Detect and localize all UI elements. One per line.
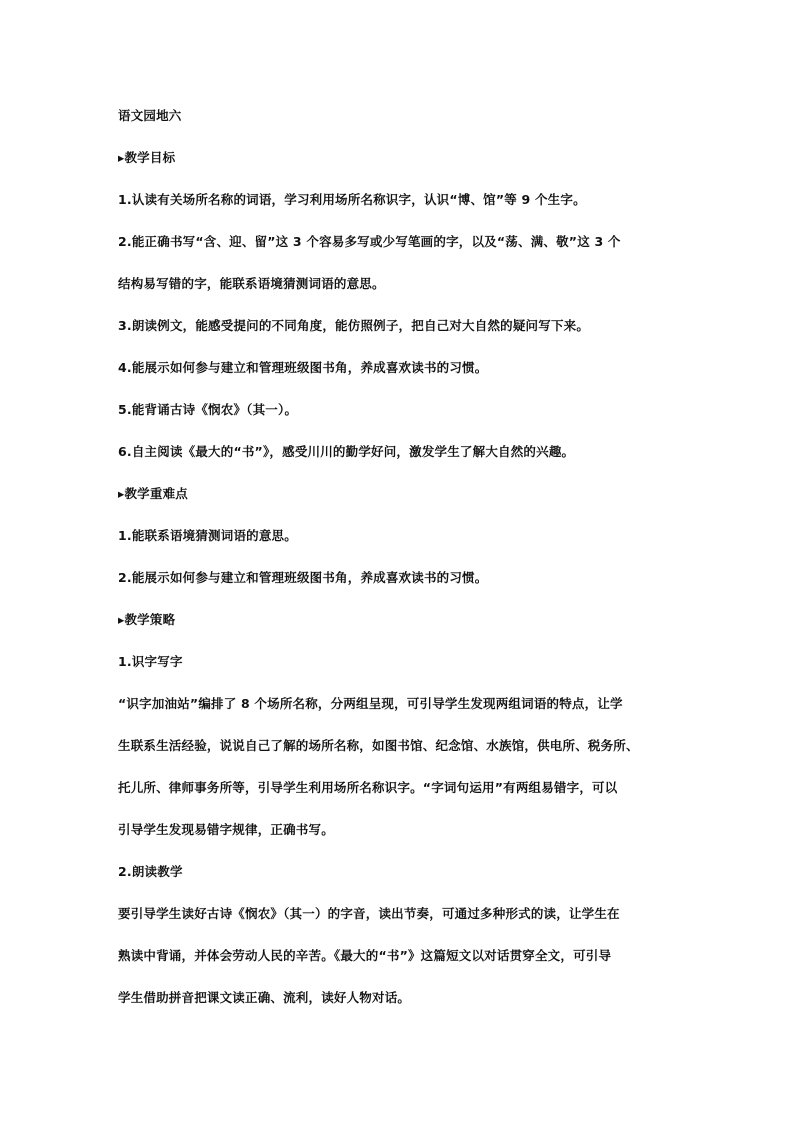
paragraph-line: 学生借助拼音把课文读正确、流利，读好人物对话。 — [118, 990, 411, 1005]
section-heading-difficulties: ▸教学重难点 — [118, 486, 188, 501]
strategy-heading: 2.朗读教学 — [118, 864, 183, 879]
objective-line: 3.朗读例文，能感受提问的不同角度，能仿照例子，把自己对大自然的疑问写下来。 — [118, 318, 590, 333]
section-heading-objectives: ▸教学目标 — [118, 150, 176, 165]
paragraph-line: 托儿所、律师事务所等，引导学生利用场所名称识字。“字词句运用”有两组易错字，可以 — [118, 780, 618, 795]
objective-line: 6.自主阅读《最大的“书”》，感受川川的勤学好问，激发学生了解大自然的兴趣。 — [118, 444, 575, 459]
paragraph-line: “识字加油站”编排了 8 个场所名称，分两组呈现，可引导学生发现两组词语的特点，让学 — [118, 696, 623, 711]
paragraph-line: 要引导学生读好古诗《悯农》（其一）的字音，读出节奏，可通过多种形式的读，让学生在 — [118, 906, 620, 921]
strategy-heading: 1.识字写字 — [118, 654, 183, 669]
objective-line: 4.能展示如何参与建立和管理班级图书角，养成喜欢读书的习惯。 — [118, 360, 488, 375]
paragraph-line: 引导学生发现易错字规律，正确书写。 — [118, 822, 334, 837]
paragraph-line: 生联系生活经验，说说自己了解的场所名称，如图书馆、纪念馆、水族馆，供电所、税务所、 — [118, 738, 639, 753]
objective-line: 结构易写错的字，能联系语境猜测词语的意思。 — [118, 276, 385, 291]
difficulty-line: 2.能展示如何参与建立和管理班级图书角，养成喜欢读书的习惯。 — [118, 570, 488, 585]
objective-line: 5.能背诵古诗《悯农》（其一）。 — [118, 402, 298, 417]
objective-line: 2.能正确书写“含、迎、留”这 3 个容易多写或少写笔画的字，以及“荡、满、敬”这 3 个 — [118, 234, 621, 249]
document-title: 语文园地六 — [118, 108, 182, 123]
objective-line: 1.认读有关场所名称的词语，学习利用场所名称识字，认识“博、馆”等 9 个生字。 — [118, 192, 586, 207]
section-heading-strategies: ▸教学策略 — [118, 612, 176, 627]
difficulty-line: 1.能联系语境猜测词语的意思。 — [118, 528, 297, 543]
paragraph-line: 熟读中背诵，并体会劳动人民的辛苦。《最大的“书”》这篇短文以对话贯穿全文，可引导 — [118, 948, 612, 963]
